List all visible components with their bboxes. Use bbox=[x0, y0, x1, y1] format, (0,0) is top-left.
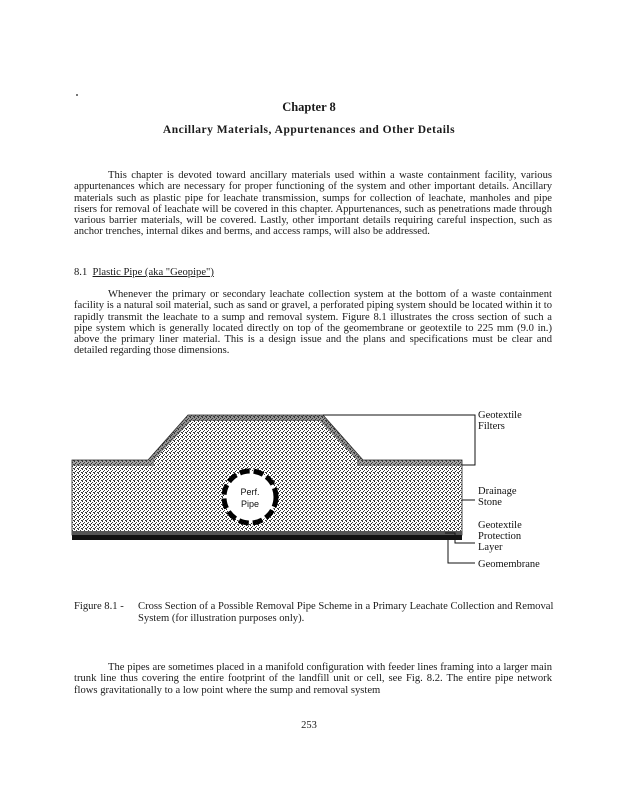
intro-paragraph bbox=[74, 170, 552, 238]
page-number: 253 bbox=[301, 720, 317, 731]
label-drainage-stone-1: Drainage bbox=[478, 486, 517, 497]
chapter-subtitle: Ancillary Materials, Appurtenances and Other Details bbox=[162, 124, 456, 136]
pipe-text: Whenever the primary or secondary leachate collection system at the bottom of a waste containment facility is a natural soil material, such as sand or gravel, a perforated piping system should be located within it to rapidly transmit the leachate to a sump and removal system. Figure 8.1 illustrates the cross section of such a pipe system which is generally located directly on top of the geomembrane or geotextile to 225 mm (9.0 in.) above the primary liner material. This is a design issue and the plans and specifications must be clear and detailed regarding those dimensions. bbox=[74, 289, 552, 357]
geotextile-filter-band-left bbox=[72, 460, 154, 466]
geomembrane-layer bbox=[72, 535, 462, 540]
scan-speck bbox=[76, 94, 78, 96]
label-geotextile-filters-1: Geotextile bbox=[478, 410, 522, 421]
section-title: Plastic Pipe (aka "Geopipe") bbox=[92, 267, 214, 278]
manifold-paragraph bbox=[74, 662, 552, 696]
label-geotextile-filters-2: Filters bbox=[478, 421, 505, 432]
label-drainage-stone-2: Stone bbox=[478, 497, 502, 508]
label-protection-3: Layer bbox=[478, 542, 503, 553]
label-protection-1: Geotextile bbox=[478, 520, 522, 531]
pipe-label-line2: Pipe bbox=[240, 499, 260, 509]
manifold-text: The pipes are sometimes placed in a manifold configuration with feeder lines framing into a larger main trunk line thus covering the entire footprint of the landfill unit or cell, see Fig. 8.2. The entire pipe network flows gravitationally to a low point where the sump and removal system bbox=[74, 662, 552, 696]
label-geomembrane: Geomembrane bbox=[478, 559, 540, 570]
geotextile-protection-layer bbox=[72, 531, 462, 535]
section-heading bbox=[74, 267, 214, 278]
chapter-heading: Chapter 8 bbox=[282, 100, 336, 114]
geotextile-filter-band-right bbox=[357, 460, 462, 466]
pipe-label-line1: Perf. bbox=[240, 487, 260, 497]
figure-caption bbox=[74, 601, 554, 625]
section-number: 8.1 bbox=[74, 267, 88, 278]
label-protection-2: Protection bbox=[478, 531, 522, 542]
intro-text: This chapter is devoted toward ancillary materials used within a waste containment facility, various appurtenances which are necessary for proper functioning of the system and other important details. Ancillary materials such as plastic pipe for leachate transmission, sumps for collection of leachate, manholes and pipe risers for removal of leachate will be covered in this chapter. Appurtenances, such as penetrations made through various barrier materials, will be covered. Lastly, other important details requiring careful inspection, such as anchor trenches, internal dikes and berms, and access ramps, will also be addressed. bbox=[74, 170, 552, 238]
pipe-paragraph bbox=[74, 289, 552, 357]
caption-label: Figure 8.1 - bbox=[74, 601, 124, 612]
figure-cross-section bbox=[70, 405, 560, 580]
perforated-pipe bbox=[224, 471, 276, 523]
caption-text: Cross Section of a Possible Removal Pipe Scheme in a Primary Leachate Collection and Removal System (for illustration purposes only). bbox=[138, 601, 554, 624]
